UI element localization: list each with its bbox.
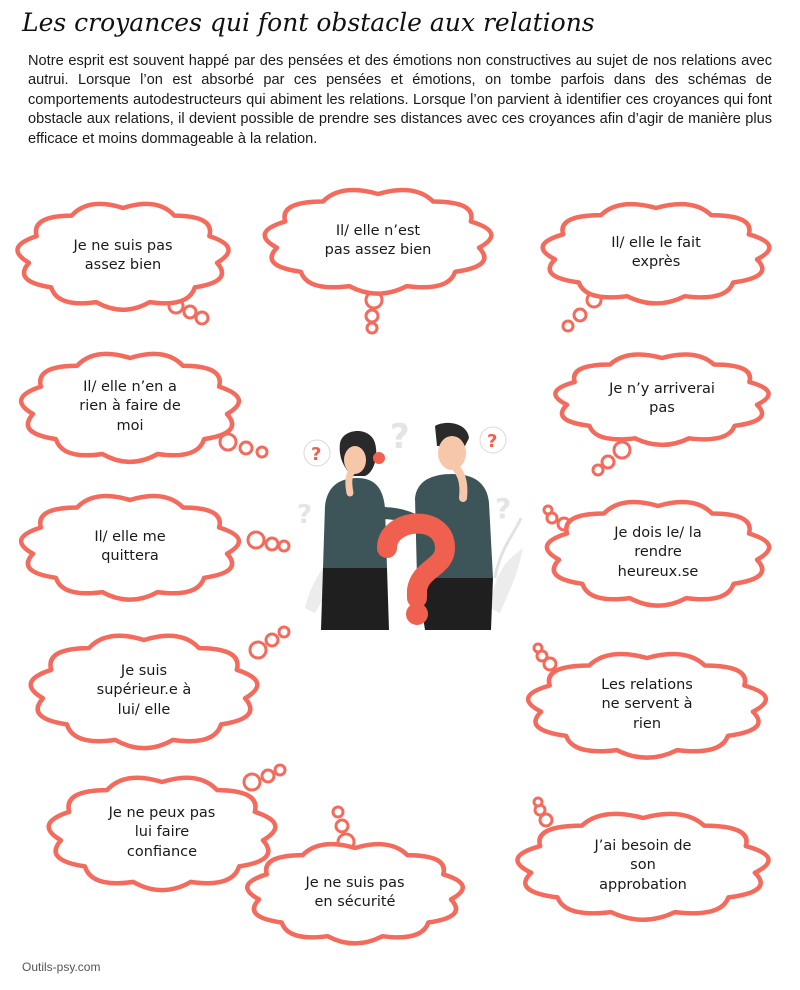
cloud-text: Il/ elle le fait exprès — [611, 234, 701, 270]
svg-text:?: ? — [487, 431, 498, 452]
cloud-text: Je n’y arriverai pas — [609, 380, 715, 416]
cloud-text: Il/ elle me quittera — [94, 528, 166, 564]
svg-text:?: ? — [297, 500, 313, 530]
footer-source: Outils-psy.com — [22, 960, 101, 974]
intro-paragraph: Notre esprit est souvent happé par des pensées et des émotions non constructives au sujet de nos relations avec autrui. Lorsque l’on est absorbé par ces pensées et émotions, on tombe parfois dans des schémas de comportements autodestructeurs qui abiment les relations. Lorsque l’on parvient à identifier ces croyances qui font obstacle aux relations, il devient possible de prendre ses distances avec ces croyances afin d’agir de manière plus efficace et moins dommageable à la relation. — [28, 53, 772, 147]
cloud-text: Je dois le/ la rendre heureux.se — [614, 524, 702, 580]
cloud-text: Il/ elle n’en a rien à faire de moi — [79, 378, 181, 434]
thinking-couple-icon — [295, 418, 525, 630]
thought-cloud — [516, 806, 770, 926]
cloud-text: Je ne suis pas en sécurité — [305, 874, 405, 910]
page-title: Les croyances qui font obstacle aux relations — [22, 8, 595, 37]
cloud-text: Je ne peux pas lui faire confiance — [108, 804, 216, 860]
thinking-couple-illustration — [295, 418, 525, 630]
cloud-text: Je suis supérieur.e à lui/ elle — [96, 662, 192, 718]
cloud-text: Je ne suis pas assez bien — [73, 237, 173, 273]
cloud-text: J’ai besoin de son approbation — [594, 837, 692, 893]
svg-text:?: ? — [495, 492, 512, 525]
cloud-text: Les relations ne servent à rien — [601, 676, 693, 732]
svg-text:?: ? — [390, 418, 410, 457]
question-mark-glyph: ? — [393, 610, 394, 611]
cloud-text: Il/ elle n’est pas assez bien — [324, 222, 432, 258]
svg-text:?: ? — [311, 444, 322, 465]
